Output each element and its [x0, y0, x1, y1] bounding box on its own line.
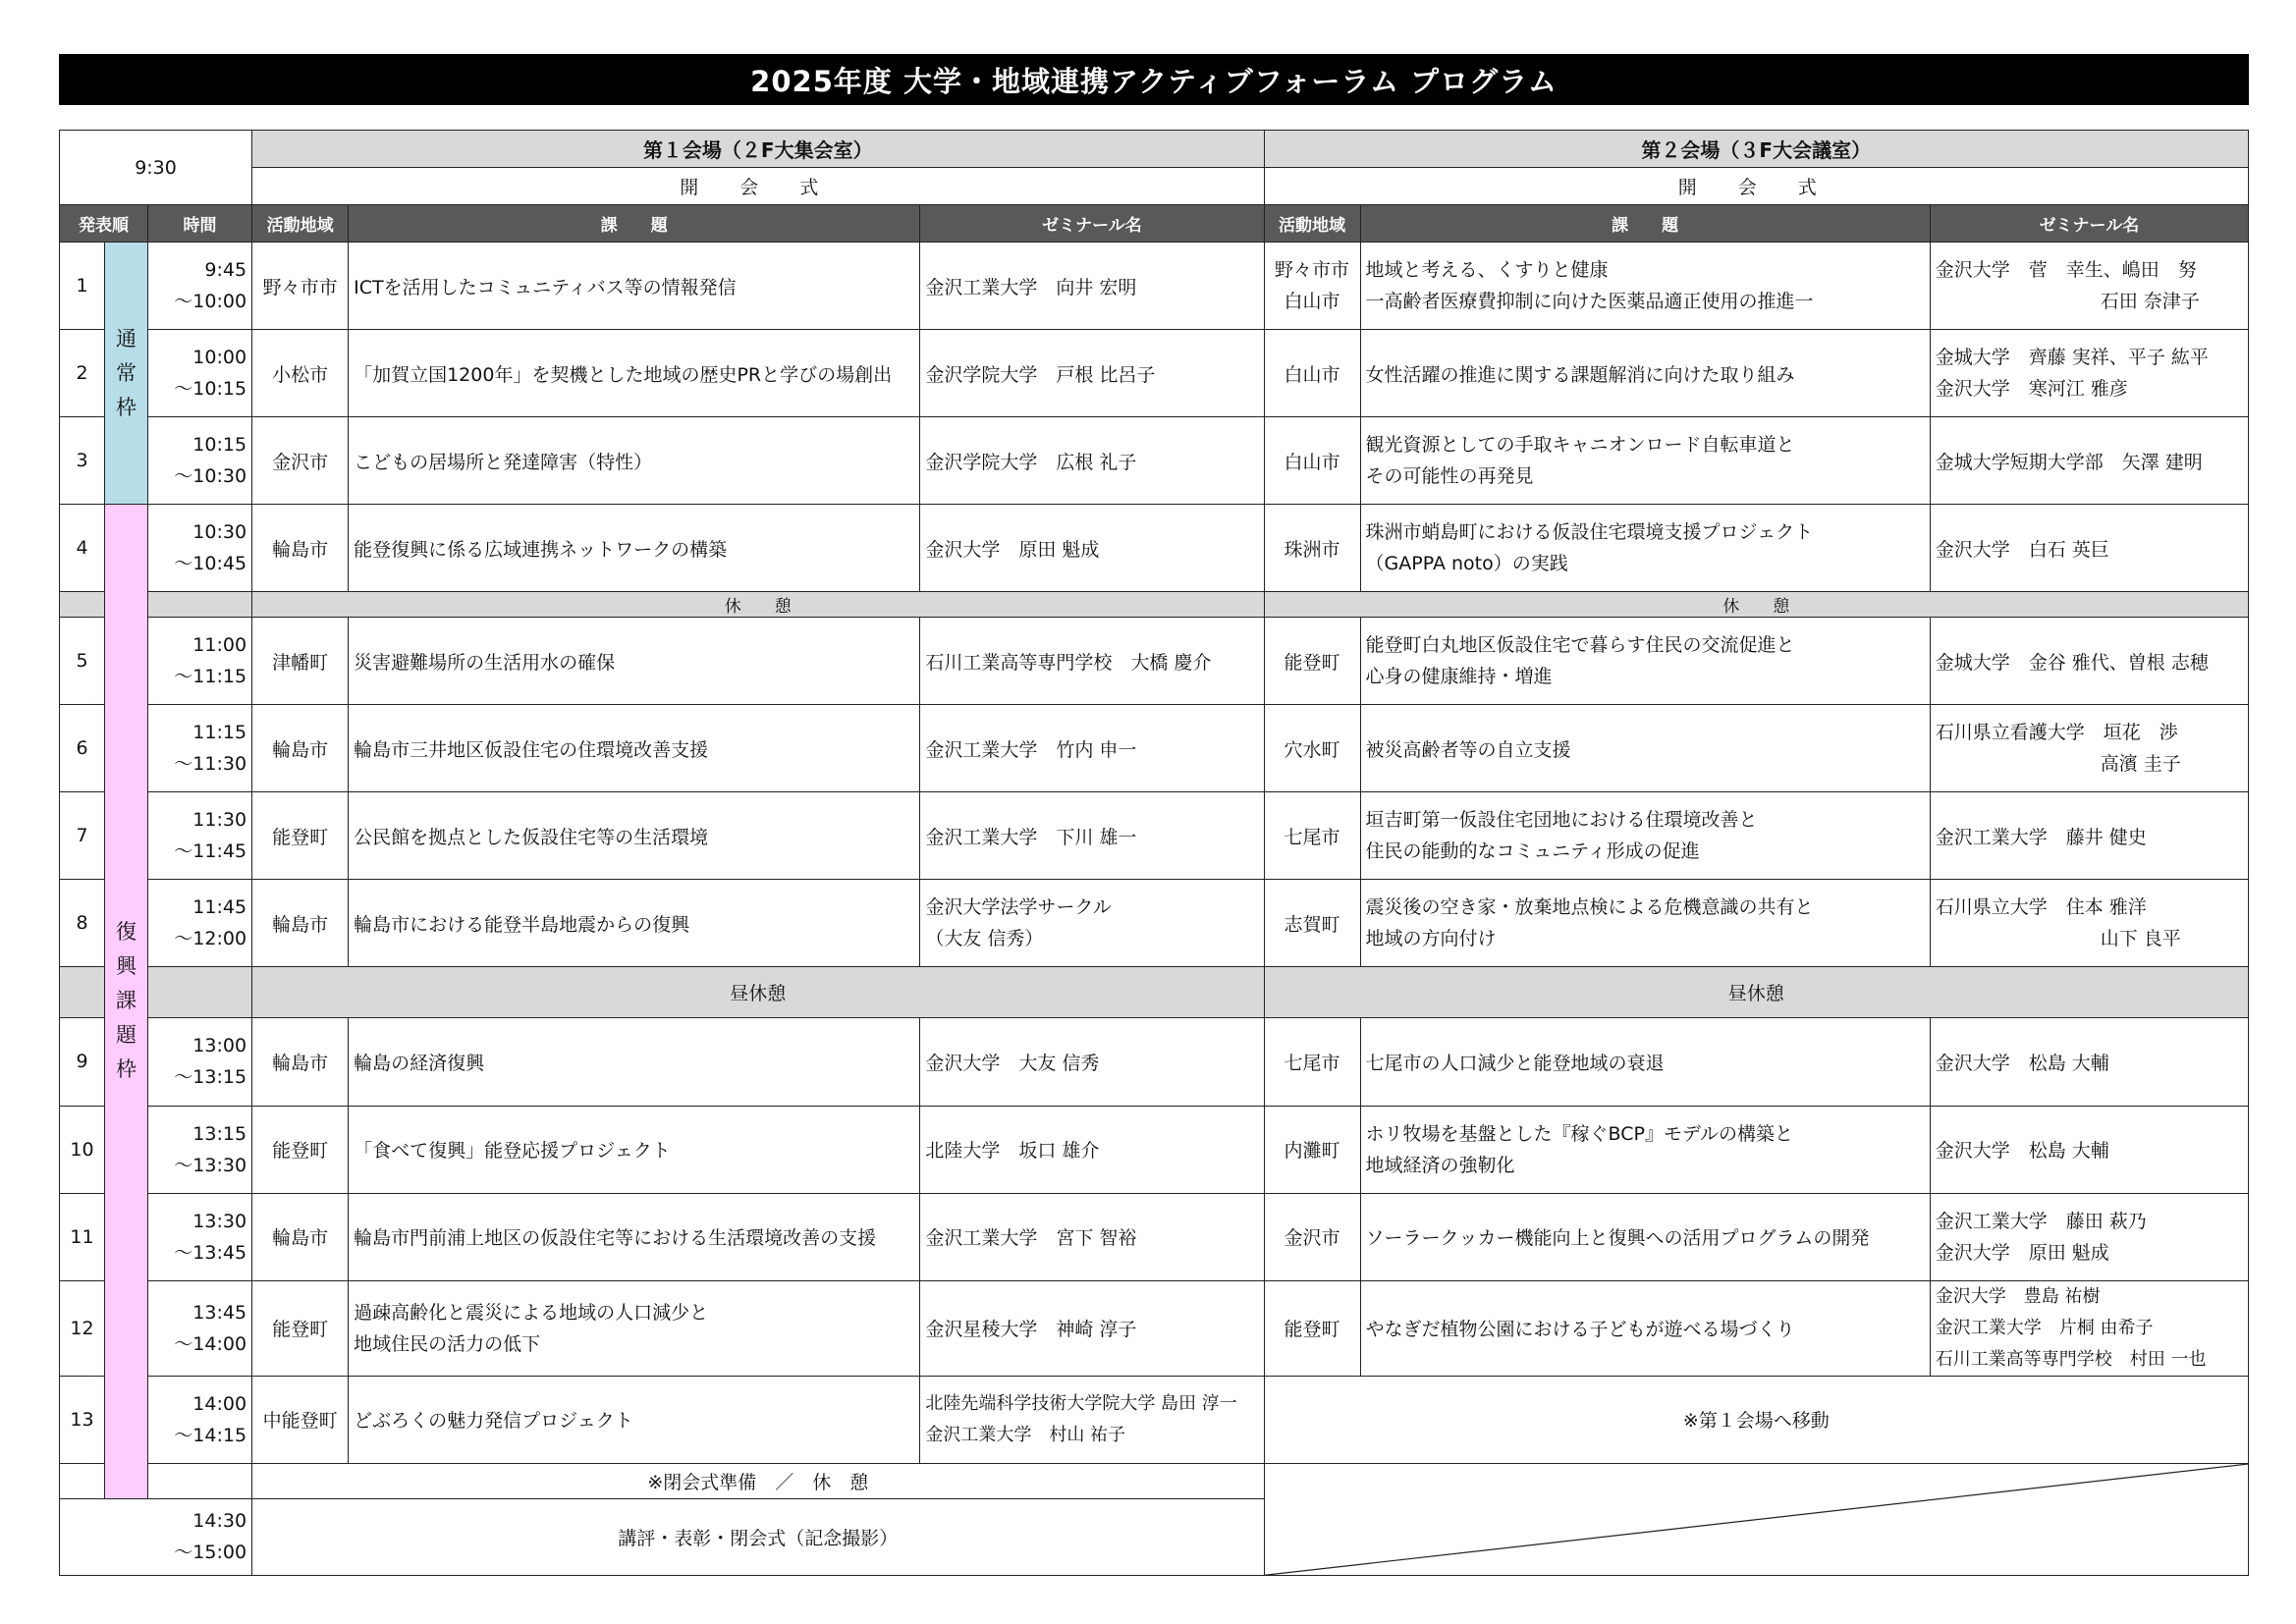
header-topic1: 課 題 — [349, 205, 920, 243]
seminar-room2: 金沢大学 松島 大輔 — [1930, 1018, 2248, 1106]
area-room2: 穴水町 — [1264, 705, 1360, 792]
seminar-room2: 金城大学短期大学部 矢澤 建明 — [1930, 417, 2248, 505]
seminar-room1: 金沢工業大学 竹内 申一 — [920, 705, 1264, 792]
area-room2: 能登町 — [1264, 618, 1360, 705]
topic-room1: どぶろくの魅力発信プロジェクト — [349, 1376, 920, 1463]
area-room2: 七尾市 — [1264, 792, 1360, 880]
order-number: 5 — [60, 618, 105, 705]
regular-frame-label: 通 常 枠 — [105, 243, 148, 505]
area-room1: 輪島市 — [252, 1018, 349, 1106]
seminar-room1: 金沢大学 大友 信秀 — [920, 1018, 1264, 1106]
area-room1: 能登町 — [252, 792, 349, 880]
seminar-room2: 金沢大学 菅 幸生、嶋田 努 石田 奈津子 — [1930, 243, 2248, 330]
topic-room2: ソーラークッカー機能向上と復興への活用プログラムの開発 — [1360, 1193, 1930, 1280]
topic-room1: 過疎高齢化と震災による地域の人口減少と 地域住民の活力の低下 — [349, 1280, 920, 1376]
table-row — [60, 1280, 2249, 1376]
area-room2: 志賀町 — [1264, 880, 1360, 967]
seminar-room2: 金沢大学 白石 英巨 — [1930, 505, 2248, 592]
area-room2: 珠洲市 — [1264, 505, 1360, 592]
time-slot: 10:15 ～10:30 — [148, 417, 252, 505]
seminar-room1: 金沢工業大学 宮下 智裕 — [920, 1193, 1264, 1280]
break-cell — [60, 592, 105, 618]
area-room1: 金沢市 — [252, 417, 349, 505]
topic-room1: 輪島の経済復興 — [349, 1018, 920, 1106]
order-number: 6 — [60, 705, 105, 792]
area-room1: 中能登町 — [252, 1376, 349, 1463]
topic-room2: やなぎだ植物公園における子どもが遊べる場づくり — [1360, 1280, 1930, 1376]
room2-closing-diagonal — [1264, 1463, 2249, 1575]
topic-room1: 公民館を拠点とした仮設住宅等の生活環境 — [349, 792, 920, 880]
seminar-room2: 金沢大学 松島 大輔 — [1930, 1106, 2248, 1193]
order-number: 12 — [60, 1280, 105, 1376]
seminar-room1: 金沢工業大学 向井 宏明 — [920, 243, 1264, 330]
topic-room2: 垣吉町第一仮設住宅団地における住環境改善と 住民の能動的なコミュニティ形成の促進 — [1360, 792, 1930, 880]
seminar-room1: 金沢工業大学 下川 雄一 — [920, 792, 1264, 880]
table-row — [60, 705, 2249, 792]
topic-room1: ICTを活用したコミュニティバス等の情報発信 — [349, 243, 920, 330]
time-slot: 11:00 ～11:15 — [148, 618, 252, 705]
area-room2: 能登町 — [1264, 1280, 1360, 1376]
seminar-room2: 金沢工業大学 藤田 萩乃 金沢大学 原田 魁成 — [1930, 1193, 2248, 1280]
time-slot: 13:45 ～14:00 — [148, 1280, 252, 1376]
topic-room2: 被災高齢者等の自立支援 — [1360, 705, 1930, 792]
topic-room2: 七尾市の人口減少と能登地域の衰退 — [1360, 1018, 1930, 1106]
topic-room2: 珠洲市蛸島町における仮設住宅環境支援プロジェクト （GAPPA noto）の実践 — [1360, 505, 1930, 592]
time-slot: 11:15 ～11:30 — [148, 705, 252, 792]
topic-room1: 輪島市門前浦上地区の仮設住宅等における生活環境改善の支援 — [349, 1193, 920, 1280]
topic-room2: 能登町白丸地区仮設住宅で暮らす住民の交流促進と 心身の健康維持・増進 — [1360, 618, 1930, 705]
area-room1: 野々市市 — [252, 243, 349, 330]
order-number: 7 — [60, 792, 105, 880]
area-room1: 輪島市 — [252, 880, 349, 967]
time-slot: 10:30 ～10:45 — [148, 505, 252, 592]
lunch-room1: 昼休憩 — [252, 967, 1264, 1018]
header-time: 時間 — [148, 205, 252, 243]
seminar-room2: 石川県立看護大学 垣花 渉 高濱 圭子 — [1930, 705, 2248, 792]
table-row — [60, 505, 2249, 592]
closing-prep: ※閉会式準備 ／ 休 憩 — [252, 1463, 1264, 1498]
seminar-room1: 金沢学院大学 戸根 比呂子 — [920, 330, 1264, 417]
lunch-cell — [60, 967, 105, 1018]
table-row — [60, 243, 2249, 330]
break-room2: 休 憩 — [1264, 592, 2249, 618]
area-room1: 能登町 — [252, 1280, 349, 1376]
time-slot: 13:15 ～13:30 — [148, 1106, 252, 1193]
order-number: 2 — [60, 330, 105, 417]
order-number: 1 — [60, 243, 105, 330]
room2-move-note: ※第１会場へ移動 — [1264, 1376, 2249, 1463]
area-room2: 白山市 — [1264, 330, 1360, 417]
topic-room1: 災害避難場所の生活用水の確保 — [349, 618, 920, 705]
time-slot: 11:30 ～11:45 — [148, 792, 252, 880]
area-room2: 七尾市 — [1264, 1018, 1360, 1106]
diagonal-line — [1265, 1464, 2249, 1575]
closing-ceremony: 講評・表彰・閉会式（記念撮影） — [252, 1498, 1264, 1575]
seminar-room1: 石川工業高等専門学校 大橋 慶介 — [920, 618, 1264, 705]
seminar-room2: 石川県立大学 住本 雅洋 山下 良平 — [1930, 880, 2248, 967]
header-topic2: 課 題 — [1360, 205, 1930, 243]
table-row — [60, 880, 2249, 967]
area-room2: 野々市市 白山市 — [1264, 243, 1360, 330]
order-number: 8 — [60, 880, 105, 967]
table-row — [60, 1376, 2249, 1463]
table-row — [60, 792, 2249, 880]
seminar-room1: 金沢星稜大学 神崎 淳子 — [920, 1280, 1264, 1376]
seminar-room1: 金沢学院大学 広根 礼子 — [920, 417, 1264, 505]
topic-room1: 「加賀立国1200年」を契機とした地域の歴史PRと学びの場創出 — [349, 330, 920, 417]
area-room2: 白山市 — [1264, 417, 1360, 505]
opening-time: 9:30 — [60, 131, 252, 205]
time-slot: 14:00 ～14:15 — [148, 1376, 252, 1463]
topic-room2: 女性活躍の推進に関する課題解消に向けた取り組み — [1360, 330, 1930, 417]
header-seminar1: ゼミナール名 — [920, 205, 1264, 243]
recovery-frame-label: 復 興 課 題 枠 — [105, 505, 148, 1499]
opening-ceremony-room2: 開 会 式 — [1264, 168, 2249, 205]
time-slot: 10:00 ～10:15 — [148, 330, 252, 417]
topic-room1: 輪島市における能登半島地震からの復興 — [349, 880, 920, 967]
order-number: 10 — [60, 1106, 105, 1193]
area-room2: 金沢市 — [1264, 1193, 1360, 1280]
break-cell — [148, 592, 252, 618]
order-number: 11 — [60, 1193, 105, 1280]
header-seminar2: ゼミナール名 — [1930, 205, 2248, 243]
break-room1: 休 憩 — [252, 592, 1264, 618]
order-number: 4 — [60, 505, 105, 592]
area-room1: 輪島市 — [252, 505, 349, 592]
header-order: 発表順 — [60, 205, 148, 243]
header-area2: 活動地域 — [1264, 205, 1360, 243]
seminar-room2: 金城大学 齊藤 実祥、平子 紘平 金沢大学 寒河江 雅彦 — [1930, 330, 2248, 417]
time-slot: 9:45 ～10:00 — [148, 243, 252, 330]
seminar-room2: 金沢工業大学 藤井 健史 — [1930, 792, 2248, 880]
room2-header: 第２会場（３F大会議室） — [1264, 131, 2249, 168]
order-number: 3 — [60, 417, 105, 505]
topic-room2: 震災後の空き家・放棄地点検による危機意識の共有と 地域の方向付け — [1360, 880, 1930, 967]
time-slot: 13:30 ～13:45 — [148, 1193, 252, 1280]
seminar-room1: 金沢大学法学サークル （大友 信秀） — [920, 880, 1264, 967]
lunch-room2: 昼休憩 — [1264, 967, 2249, 1018]
seminar-room2: 金沢大学 豊島 祐樹 金沢工業大学 片桐 由希子 石川工業高等専門学校 村田 一也 — [1930, 1280, 2248, 1376]
topic-room1: 輪島市三井地区仮設住宅の住環境改善支援 — [349, 705, 920, 792]
closing-prep-spacer — [60, 1463, 252, 1498]
time-slot: 11:45 ～12:00 — [148, 880, 252, 967]
closing-prep-row — [60, 1463, 2249, 1498]
seminar-room1: 北陸大学 坂口 雄介 — [920, 1106, 1264, 1193]
table-row — [60, 1018, 2249, 1106]
closing-time: 14:30 ～15:00 — [60, 1498, 252, 1575]
table-row — [60, 1193, 2249, 1280]
order-number: 13 — [60, 1376, 105, 1463]
page-title: 2025年度 大学・地域連携アクティブフォーラム プログラム — [59, 54, 2249, 105]
opening-ceremony-room1: 開 会 式 — [252, 168, 1264, 205]
area-room1: 津幡町 — [252, 618, 349, 705]
program-table — [59, 130, 2249, 1576]
break-row — [60, 592, 2249, 618]
topic-room2: 地域と考える、くすりと健康 一高齢者医療費抑制に向けた医薬品適正使用の推進一 — [1360, 243, 1930, 330]
room1-header: 第１会場（２F大集会室） — [252, 131, 1264, 168]
topic-room1: 能登復興に係る広域連携ネットワークの構築 — [349, 505, 920, 592]
area-room1: 輪島市 — [252, 1193, 349, 1280]
header-area1: 活動地域 — [252, 205, 349, 243]
topic-room2: ホリ牧場を基盤とした『稼ぐBCP』モデルの構築と 地域経済の強靭化 — [1360, 1106, 1930, 1193]
lunch-cell — [148, 967, 252, 1018]
seminar-room1: 北陸先端科学技術大学院大学 島田 淳一 金沢工業大学 村山 祐子 — [920, 1376, 1264, 1463]
seminar-room2: 金城大学 金谷 雅代、曽根 志穂 — [1930, 618, 2248, 705]
area-room1: 小松市 — [252, 330, 349, 417]
order-number: 9 — [60, 1018, 105, 1106]
table-row — [60, 1106, 2249, 1193]
table-row — [60, 417, 2249, 505]
topic-room2: 観光資源としての手取キャニオンロード自転車道と その可能性の再発見 — [1360, 417, 1930, 505]
topic-room1: こどもの居場所と発達障害（特性） — [349, 417, 920, 505]
table-row — [60, 330, 2249, 417]
lunch-row — [60, 967, 2249, 1018]
area-room2: 内灘町 — [1264, 1106, 1360, 1193]
table-row — [60, 618, 2249, 705]
area-room1: 輪島市 — [252, 705, 349, 792]
seminar-room1: 金沢大学 原田 魁成 — [920, 505, 1264, 592]
time-slot: 13:00 ～13:15 — [148, 1018, 252, 1106]
topic-room1: 「食べて復興」能登応援プロジェクト — [349, 1106, 920, 1193]
area-room1: 能登町 — [252, 1106, 349, 1193]
